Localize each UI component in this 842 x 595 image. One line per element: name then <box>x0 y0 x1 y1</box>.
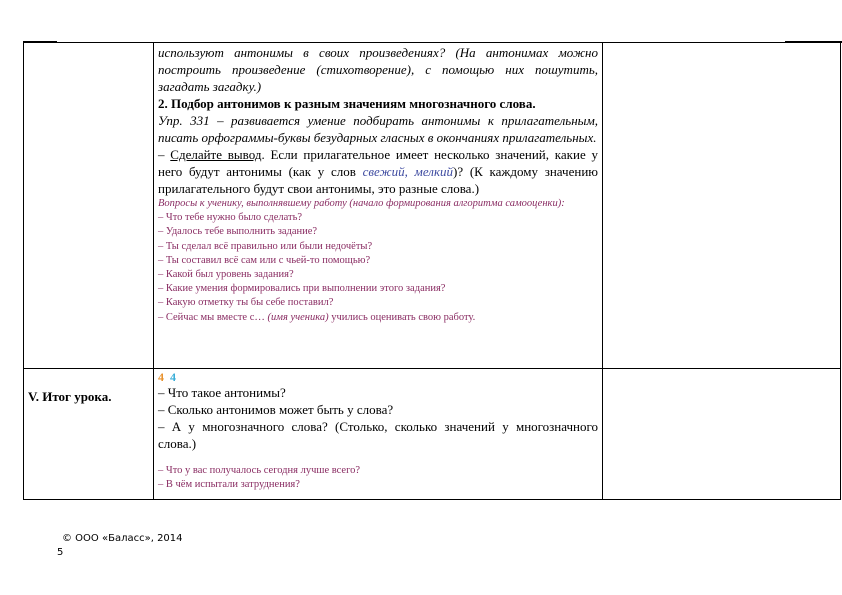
question-item: – Удалось тебе выполнить задание? <box>158 226 318 238</box>
question-item: – Ты сделал всё правильно или были недочёты? <box>158 240 373 252</box>
page-number: 5 <box>57 547 64 558</box>
stage-cell <box>24 369 154 500</box>
question-item: – Какие умения формировались при выполнении этого задания? <box>158 283 446 295</box>
notes-cell <box>603 43 841 369</box>
question-item-last <box>158 311 598 325</box>
example-words: свежий, мелкий <box>362 164 454 179</box>
question-item: – Что тебе нужно было сделать? <box>158 212 303 224</box>
copyright-footer: © ООО «Баласс», 2014 <box>62 533 183 544</box>
number-orange: 4 <box>158 370 164 384</box>
conclusion-paragraph <box>158 146 598 197</box>
summary-line: – А у многозначного слова? (Столько, сколько значений у многозначного слова.) <box>158 419 598 451</box>
conclusion-text: . Если прилагательное имеет несколько значений, какие у него будут антонимы (как у слов <box>158 147 598 179</box>
question-item: – Какой был уровень задания? <box>158 269 294 281</box>
notes-cell <box>603 369 841 500</box>
section-heading: 2. Подбор антонимов к разным значениям многозначного слова. <box>158 96 536 111</box>
summary-line: – Что такое антонимы? <box>158 385 286 400</box>
conclusion-link: Сделайте вывод <box>170 147 262 162</box>
summary-line: – Сколько антонимов может быть у слова? <box>158 402 394 417</box>
lesson-plan-table <box>23 42 841 500</box>
stage-title: V. Итог урока. <box>28 389 112 404</box>
content-cell <box>154 369 603 500</box>
number-cyan: 4 <box>170 370 176 384</box>
exercise-text: Упр. 331 – развивается умение подбирать антонимы к прилагательным, писать орфограммы-буквы безударных гласных в окончаниях прилагательных. <box>158 113 598 145</box>
number-markers <box>158 370 598 384</box>
question-text: – Сейчас мы вместе с… <box>158 311 268 323</box>
conclusion-text-end: )? (К каждому значению прилагательного будут свои антонимы, это разные слова.) <box>158 164 598 196</box>
reflection-question: – В чём испытали затруднения? <box>158 479 300 491</box>
reflection-question: – Что у вас получалось сегодня лучше всего? <box>158 465 361 476</box>
student-name-placeholder: (имя ученика) <box>267 311 329 323</box>
stage-cell <box>24 43 154 369</box>
intro-text: используют антонимы в своих произведениях? (На антонимах можно построить произведение (стихотворение), с помощью них пошутить, загадать загадку.) <box>158 45 598 94</box>
question-item: – Какую отметку ты бы себе поставил? <box>158 297 334 309</box>
table-row <box>24 43 841 369</box>
question-item: – Ты составил всё сам или с чьей-то помощью? <box>158 254 371 266</box>
question-text-end: учились оценивать свою работу. <box>328 311 476 323</box>
content-cell <box>154 43 603 369</box>
table-row <box>24 369 841 500</box>
questions-intro: Вопросы к ученику, выполнявшему работу (начало формирования алгоритма самооценки): <box>158 198 565 209</box>
dash: – <box>158 147 171 162</box>
